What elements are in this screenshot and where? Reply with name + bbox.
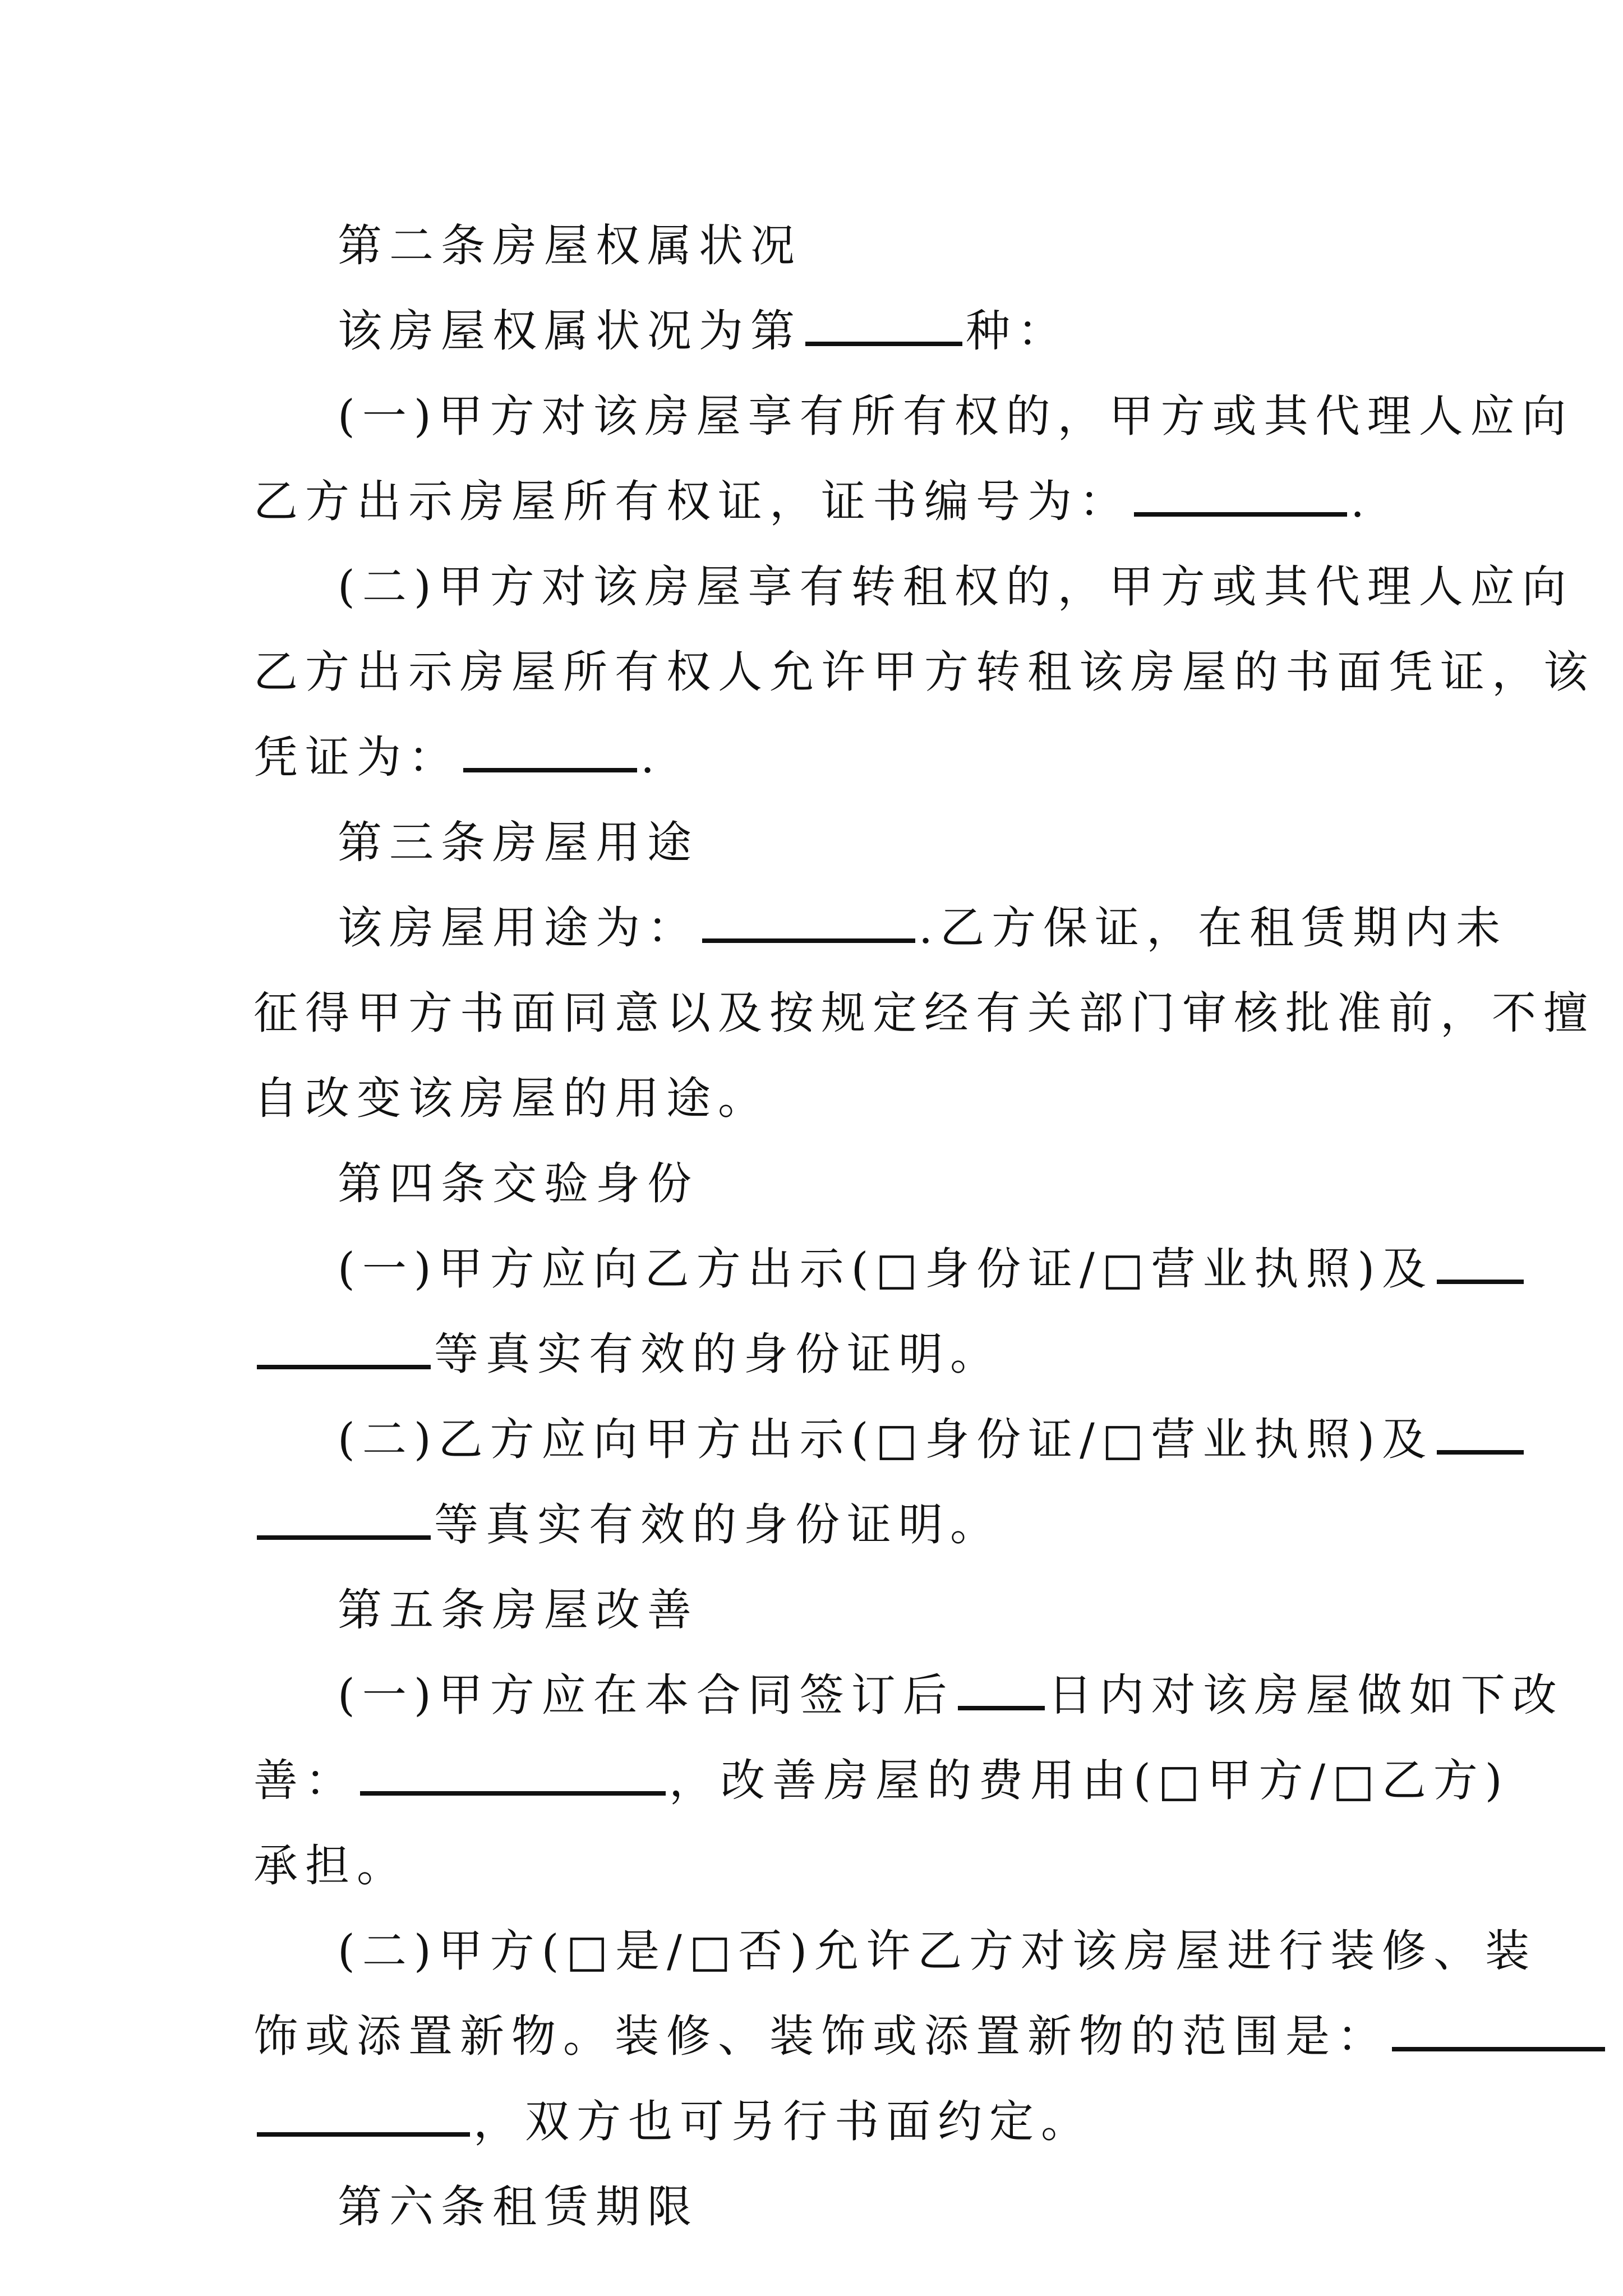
text-segment: (一)甲方应向乙方出示(□身份证/□营业执照)及 [338, 1243, 1434, 1295]
text-segment: (二)甲方对该房屋享有转租权的，甲方或其代理人应向 [338, 561, 1574, 613]
fill-in-blank[interactable] [360, 1752, 666, 1796]
text-line [253, 629, 1595, 715]
text-segment: 第三条房屋用途 [338, 817, 699, 868]
fill-in-blank[interactable] [257, 2093, 470, 2137]
text-segment: ，改善房屋的费用由(□甲方/□乙方) [669, 1755, 1510, 1806]
text-segment: . [1350, 476, 1372, 527]
text-line [253, 374, 1574, 459]
text-line [253, 1482, 1386, 1567]
text-line [253, 970, 1595, 1056]
text-line [253, 1397, 1434, 1482]
text-segment: (二)乙方应向甲方出示(□身份证/□营业执照)及 [338, 1414, 1434, 1465]
text-segment: 自改变该房屋的用途。 [253, 1073, 769, 1124]
fill-in-blank[interactable] [1437, 1240, 1524, 1284]
text-segment: . [640, 731, 662, 783]
text-line [253, 1141, 1386, 1226]
text-segment: (二)甲方(□是/□否)允许乙方对该房屋进行装修、装 [338, 1925, 1537, 1977]
fill-in-blank[interactable] [257, 1496, 431, 1540]
fill-in-blank[interactable] [702, 899, 915, 943]
text-segment: 饰或添置新物。装修、装饰或添置新物的范围是： [253, 2010, 1389, 2062]
text-segment: 凭证为： [253, 731, 460, 783]
text-line [253, 2164, 1386, 2249]
fill-in-blank[interactable] [958, 1667, 1045, 1710]
fill-in-blank[interactable] [463, 729, 637, 772]
text-segment: 该房屋用途为： [338, 902, 699, 954]
fill-in-blank[interactable] [1134, 473, 1347, 517]
text-segment: 日内对该房屋做如下改 [1048, 1669, 1564, 1721]
text-line [253, 1823, 1386, 1908]
text-line [253, 459, 1386, 544]
text-segment: (一)甲方应在本合同签订后 [338, 1669, 955, 1721]
text-line [253, 800, 1386, 885]
text-line [253, 1738, 1510, 1823]
text-segment: 等真实有效的身份证明。 [434, 1328, 1002, 1380]
text-line [253, 715, 1386, 800]
text-segment: 第六条租赁期限 [338, 2181, 699, 2233]
text-line [253, 1056, 1386, 1141]
contract-text [253, 203, 1595, 2249]
text-segment: 该房屋权属状况为第 [338, 305, 802, 357]
text-line [253, 1567, 1386, 1653]
text-line [253, 885, 1508, 970]
text-line [253, 1312, 1386, 1397]
text-line [253, 288, 1386, 374]
fill-in-blank[interactable] [1392, 2008, 1605, 2051]
text-line [253, 1908, 1537, 1994]
fill-in-blank[interactable] [805, 302, 962, 346]
text-line [253, 203, 1386, 288]
text-segment: 乙方出示房屋所有权证，证书编号为： [253, 476, 1131, 527]
text-line [253, 1226, 1434, 1312]
text-segment: (一)甲方对该房屋享有所有权的，甲方或其代理人应向 [338, 390, 1574, 442]
text-line [253, 544, 1574, 629]
text-segment: 乙方出示房屋所有权人允许甲方转租该房屋的书面凭证，该 [253, 646, 1595, 698]
text-segment: 等真实有效的身份证明。 [434, 1499, 1002, 1550]
text-segment: ，双方也可另行书面约定。 [473, 2096, 1092, 2147]
text-line [253, 1653, 1564, 1738]
text-segment: 第五条房屋改善 [338, 1584, 699, 1636]
text-line [253, 1994, 1389, 2079]
fill-in-blank[interactable] [1437, 1411, 1524, 1455]
fill-in-blank[interactable] [257, 1326, 431, 1369]
text-segment: 种： [966, 305, 1069, 357]
text-segment: 善： [253, 1755, 357, 1806]
text-segment: 承担。 [253, 1840, 408, 1892]
text-segment: 第二条房屋权属状况 [338, 220, 802, 272]
text-segment: 第四条交验身份 [338, 1158, 699, 1209]
text-segment: .乙方保证，在租赁期内未 [919, 902, 1508, 954]
text-line [253, 2079, 1386, 2164]
text-segment: 征得甲方书面同意以及按规定经有关部门审核批准前，不擅 [253, 987, 1595, 1039]
